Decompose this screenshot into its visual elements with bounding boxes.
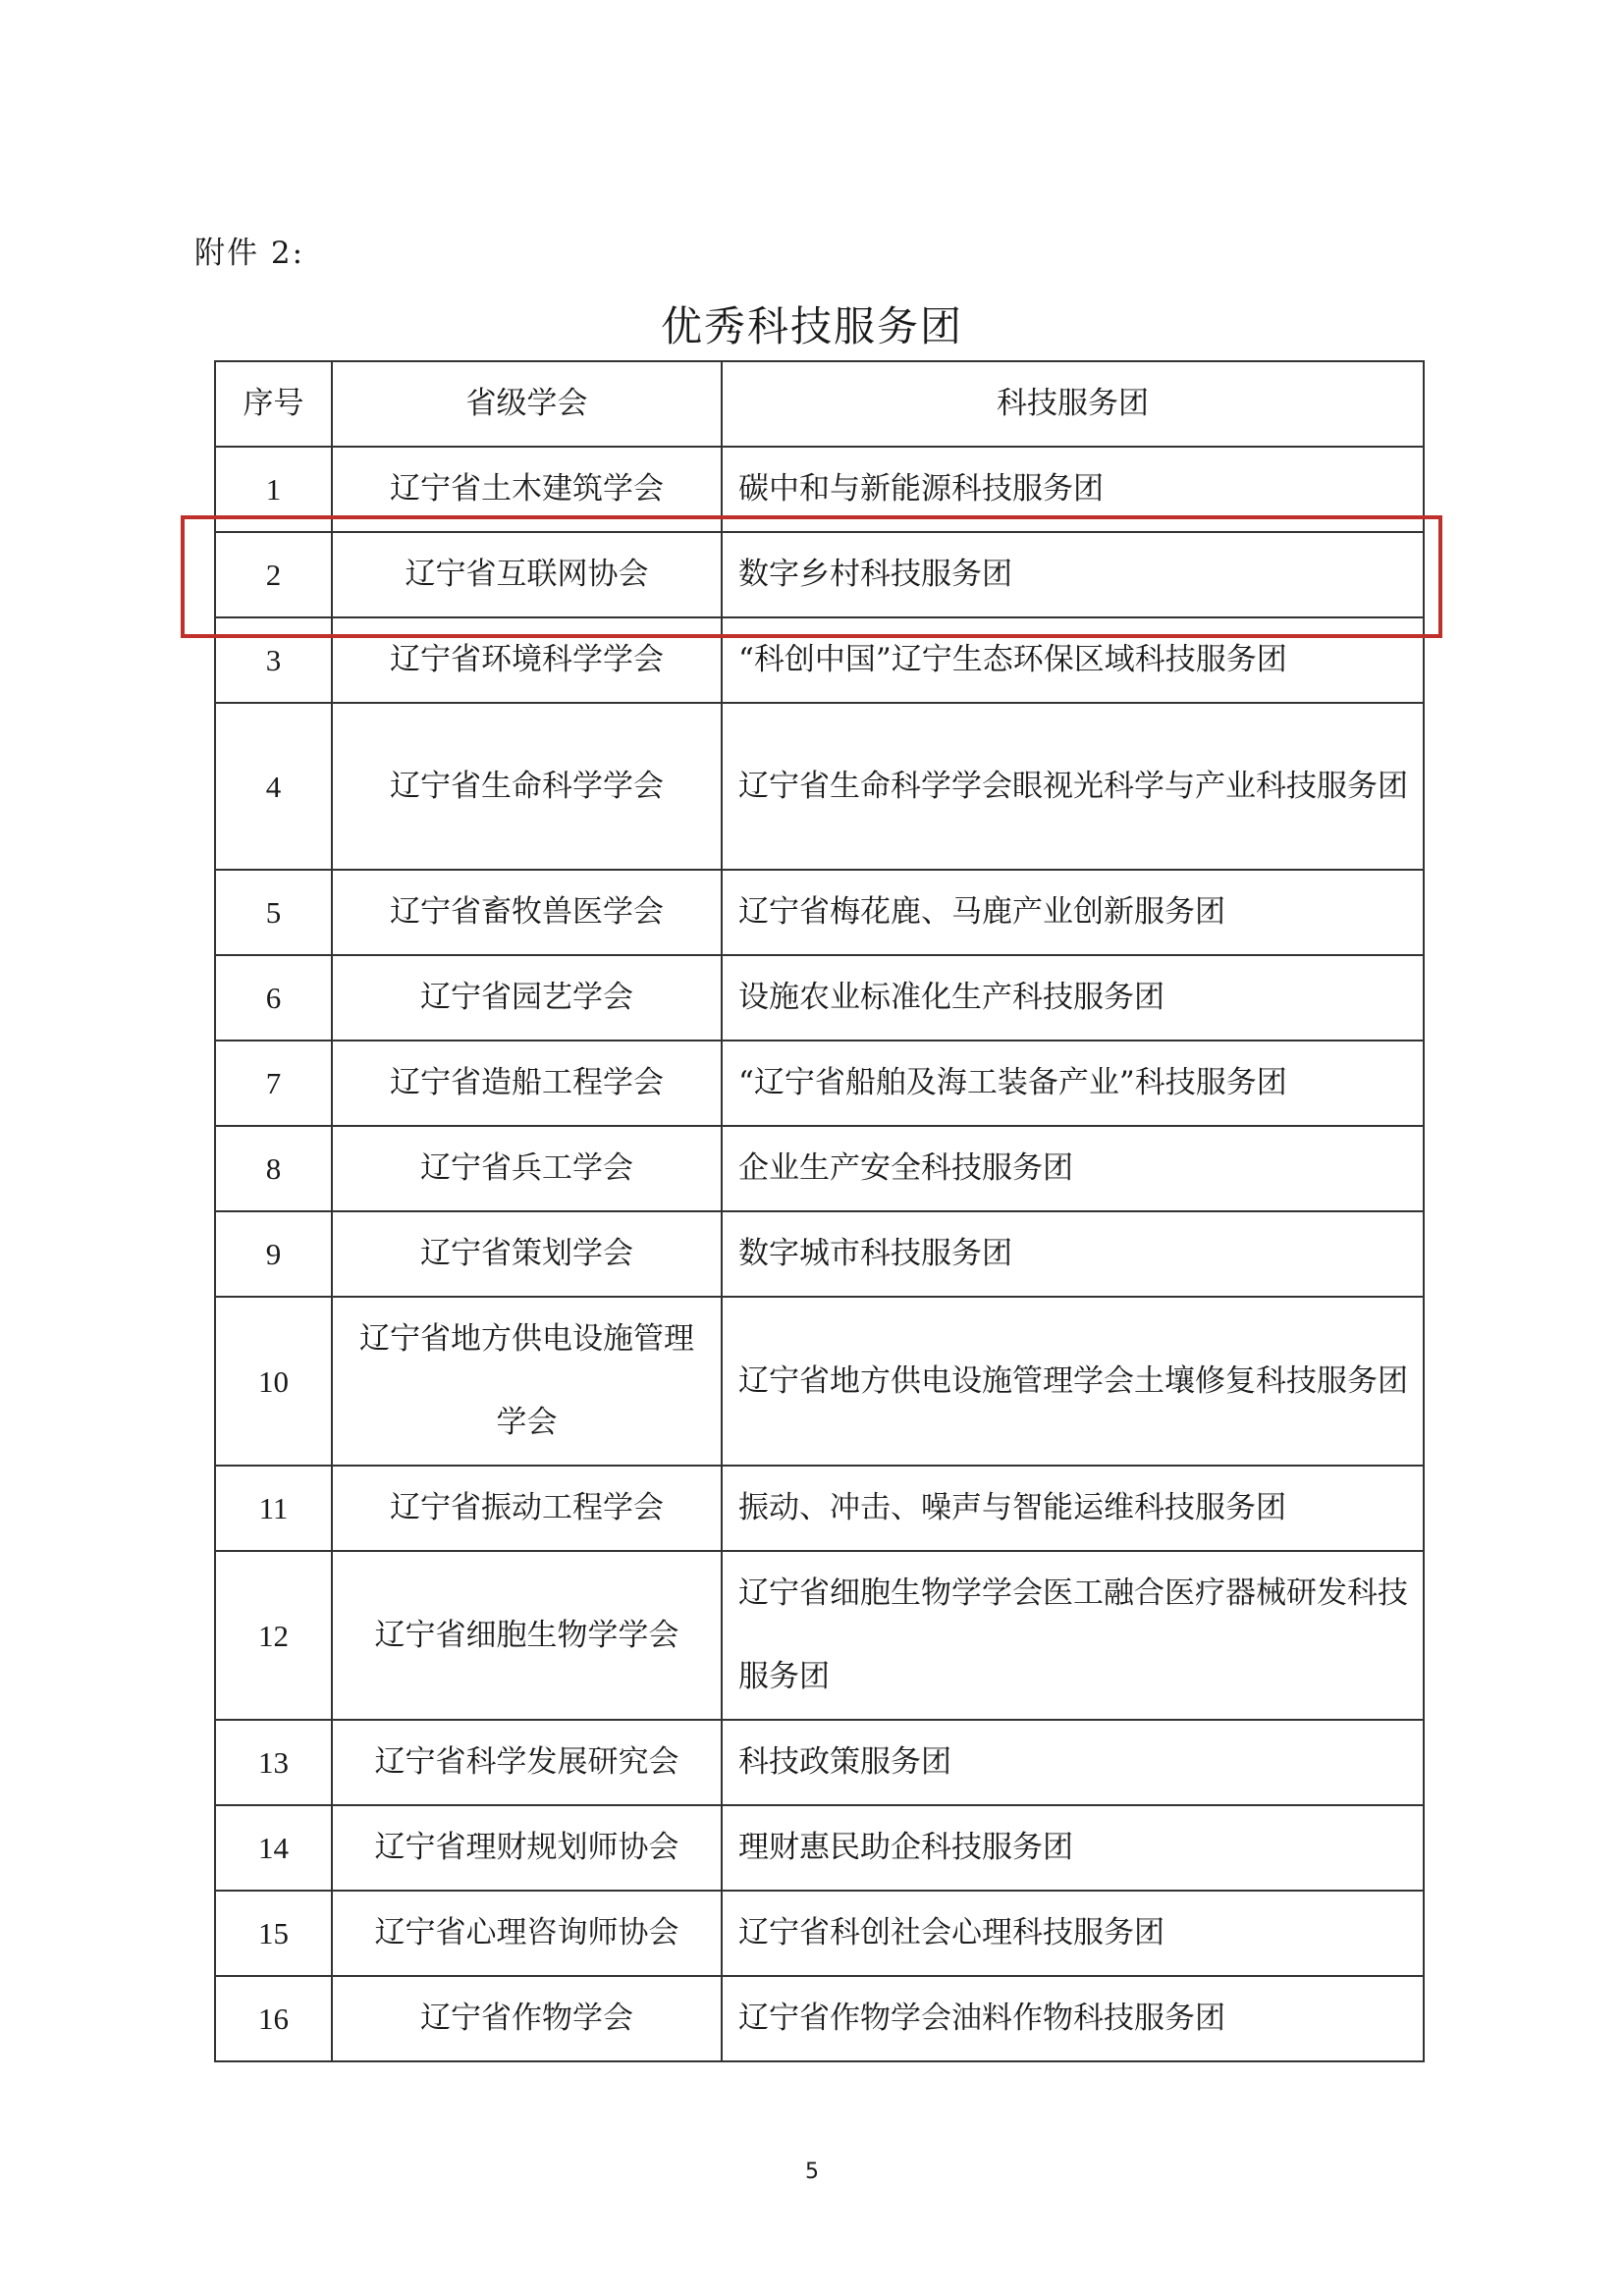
row-number: 3: [215, 617, 332, 703]
row-society: 辽宁省细胞生物学学会: [332, 1551, 722, 1720]
table-row: [215, 1466, 1424, 1551]
row-team: 碳中和与新能源科技服务团: [722, 447, 1424, 532]
document-title: 优秀科技服务团: [660, 302, 963, 350]
row-number: 14: [215, 1805, 332, 1891]
row-number: 13: [215, 1720, 332, 1805]
row-team: 企业生产安全科技服务团: [722, 1126, 1424, 1211]
table-row: [215, 1297, 1424, 1466]
row-society: 辽宁省理财规划师协会: [332, 1805, 722, 1891]
row-society: 辽宁省环境科学学会: [332, 617, 722, 703]
page-number: 5: [805, 2160, 819, 2184]
row-society: 辽宁省科学发展研究会: [332, 1720, 722, 1805]
row-number: 8: [215, 1126, 332, 1211]
row-society: 辽宁省兵工学会: [332, 1126, 722, 1211]
table-row: [215, 1551, 1424, 1720]
table-row: [215, 1126, 1424, 1211]
table-row: [215, 870, 1424, 955]
table-row: [215, 447, 1424, 532]
row-society: 辽宁省策划学会: [332, 1211, 722, 1297]
row-society: 辽宁省心理咨询师协会: [332, 1891, 722, 1976]
row-team: 数字城市科技服务团: [722, 1211, 1424, 1297]
table-row: [215, 617, 1424, 703]
row-society: 辽宁省互联网协会: [332, 532, 722, 617]
row-number: 5: [215, 870, 332, 955]
header-society: 省级学会: [332, 361, 722, 447]
row-team: 振动、冲击、噪声与智能运维科技服务团: [722, 1466, 1424, 1551]
table-row: [215, 1211, 1424, 1297]
table-header-row: [215, 361, 1424, 447]
row-team: 辽宁省梅花鹿、马鹿产业创新服务团: [722, 870, 1424, 955]
row-number: 12: [215, 1551, 332, 1720]
table-row: [215, 1805, 1424, 1891]
row-team: 辽宁省生命科学学会眼视光科学与产业科技服务团: [722, 703, 1424, 870]
row-number: 10: [215, 1297, 332, 1466]
row-number: 9: [215, 1211, 332, 1297]
row-number: 15: [215, 1891, 332, 1976]
row-number: 16: [215, 1976, 332, 2061]
row-team: 辽宁省地方供电设施管理学会土壤修复科技服务团: [722, 1297, 1424, 1466]
table-row: [215, 1041, 1424, 1126]
row-society: 辽宁省造船工程学会: [332, 1041, 722, 1126]
row-society: 辽宁省生命科学学会: [332, 703, 722, 870]
row-society: 辽宁省园艺学会: [332, 955, 722, 1041]
row-team: 设施农业标准化生产科技服务团: [722, 955, 1424, 1041]
row-team: 理财惠民助企科技服务团: [722, 1805, 1424, 1891]
row-team: 辽宁省作物学会油料作物科技服务团: [722, 1976, 1424, 2061]
row-number: 2: [215, 532, 332, 617]
row-society: 辽宁省地方供电设施管理学会: [332, 1297, 722, 1466]
header-team: 科技服务团: [722, 361, 1424, 447]
header-number: 序号: [215, 361, 332, 447]
row-team: 科技政策服务团: [722, 1720, 1424, 1805]
row-society: 辽宁省作物学会: [332, 1976, 722, 2061]
table-row: [215, 955, 1424, 1041]
row-number: 6: [215, 955, 332, 1041]
table-row: [215, 532, 1424, 617]
row-team: 数字乡村科技服务团: [722, 532, 1424, 617]
row-team: “辽宁省船舶及海工装备产业”科技服务团: [722, 1041, 1424, 1126]
row-number: 7: [215, 1041, 332, 1126]
row-number: 1: [215, 447, 332, 532]
row-team: “科创中国”辽宁生态环保区域科技服务团: [722, 617, 1424, 703]
table-row: [215, 1891, 1424, 1976]
table-row: [215, 1976, 1424, 2061]
row-society: 辽宁省土木建筑学会: [332, 447, 722, 532]
row-team: 辽宁省细胞生物学学会医工融合医疗器械研发科技服务团: [722, 1551, 1424, 1720]
row-number: 4: [215, 703, 332, 870]
table-row: [215, 703, 1424, 870]
row-number: 11: [215, 1466, 332, 1551]
table-row: [215, 1720, 1424, 1805]
service-team-table: [214, 360, 1425, 2062]
row-team: 辽宁省科创社会心理科技服务团: [722, 1891, 1424, 1976]
attachment-label: 附件 2:: [194, 236, 305, 271]
row-society: 辽宁省振动工程学会: [332, 1466, 722, 1551]
row-society: 辽宁省畜牧兽医学会: [332, 870, 722, 955]
